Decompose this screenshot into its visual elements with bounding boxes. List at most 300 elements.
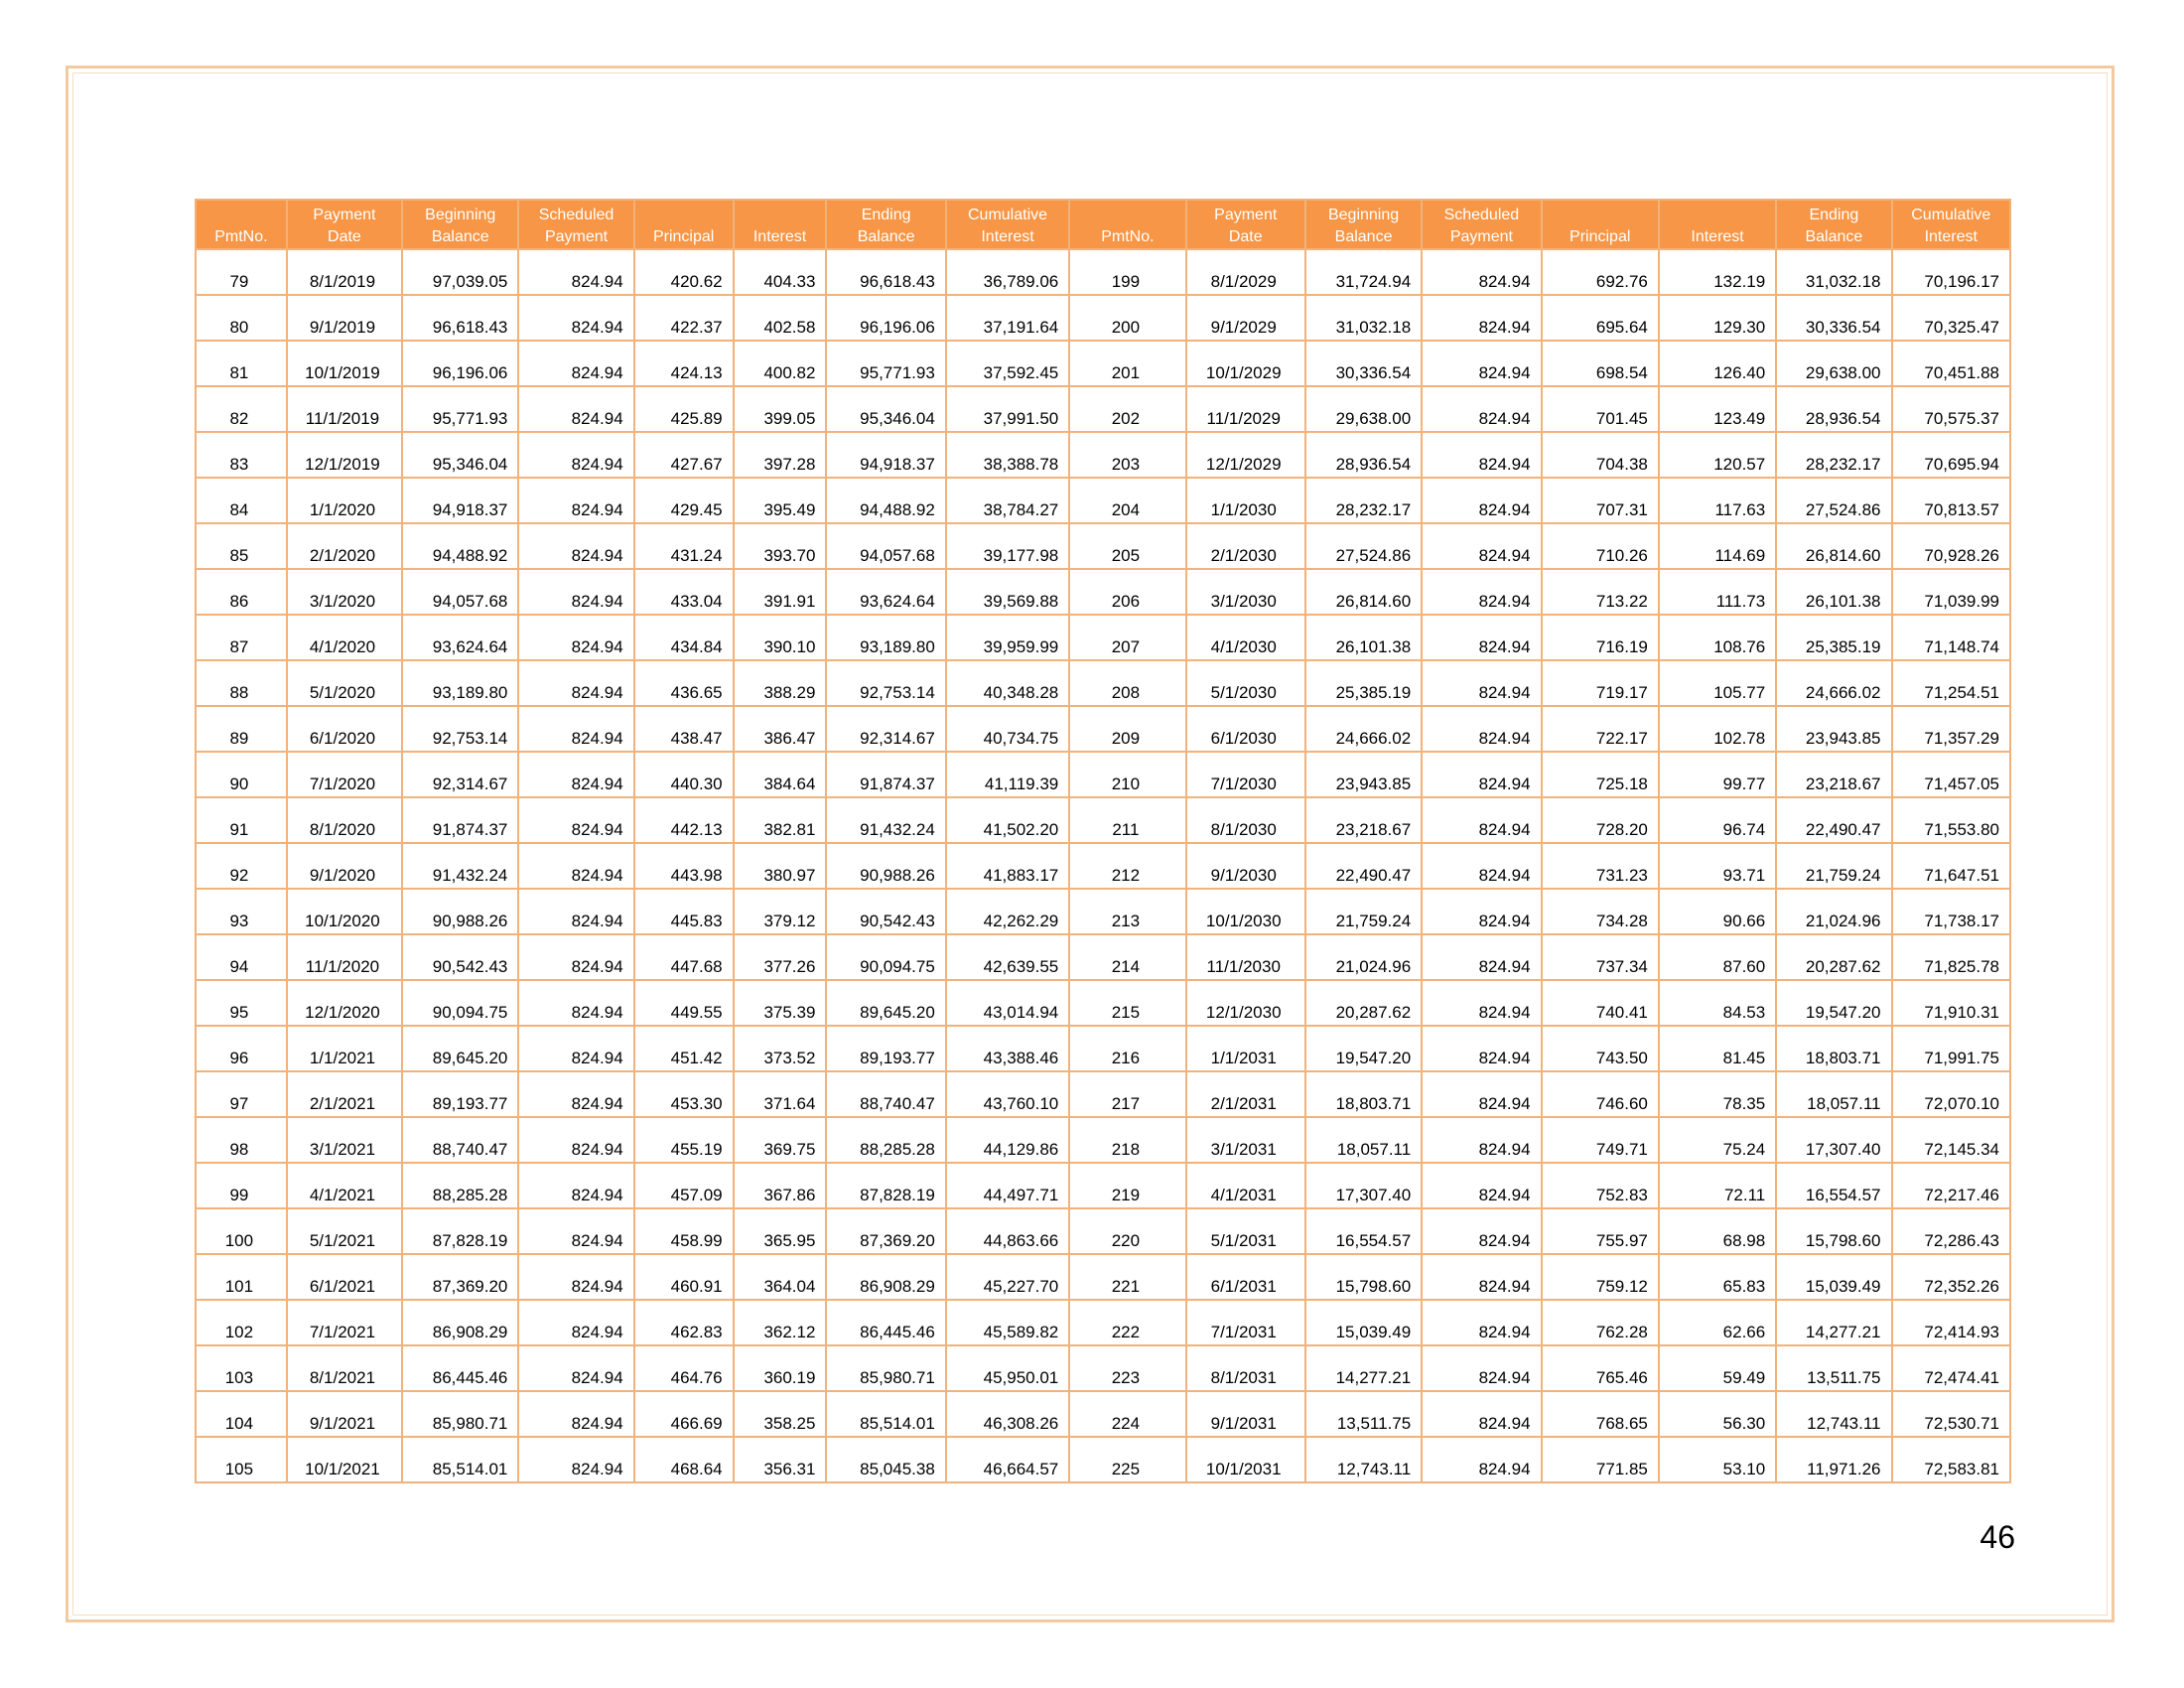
table-cell: 85 bbox=[197, 524, 286, 568]
table-cell: 824.94 bbox=[519, 753, 632, 796]
table-cell: 19,547.20 bbox=[1777, 981, 1890, 1025]
table-cell: 92 bbox=[197, 844, 286, 888]
table-cell: 746.60 bbox=[1543, 1072, 1658, 1116]
table-cell: 5/1/2021 bbox=[288, 1209, 401, 1253]
table-header bbox=[197, 201, 2009, 248]
table-cell: 824.94 bbox=[519, 616, 632, 659]
table-cell: 824.94 bbox=[519, 1118, 632, 1162]
table-cell: 824.94 bbox=[1423, 1118, 1540, 1162]
table-cell: 18,057.11 bbox=[1306, 1118, 1421, 1162]
table-cell: 72,530.71 bbox=[1893, 1392, 2010, 1436]
table-cell: 451.42 bbox=[635, 1027, 733, 1070]
table-cell: 87 bbox=[197, 616, 286, 659]
table-cell: 695.64 bbox=[1543, 296, 1658, 340]
table-cell: 85,514.01 bbox=[403, 1438, 517, 1481]
table-cell: 824.94 bbox=[1423, 387, 1540, 431]
table-cell: 824.94 bbox=[519, 570, 632, 614]
table-cell: 203 bbox=[1070, 433, 1184, 477]
table-cell: 71,553.80 bbox=[1893, 798, 2010, 842]
table-cell: 96 bbox=[197, 1027, 286, 1070]
table-cell: 9/1/2019 bbox=[288, 296, 401, 340]
table-cell: 65.83 bbox=[1660, 1255, 1775, 1299]
table-cell: 824.94 bbox=[1423, 661, 1540, 705]
table-row bbox=[197, 1164, 2009, 1207]
table-cell: 382.81 bbox=[735, 798, 826, 842]
table-cell: 207 bbox=[1070, 616, 1184, 659]
table-cell: 468.64 bbox=[635, 1438, 733, 1481]
table-cell: 404.33 bbox=[735, 250, 826, 294]
table-cell: 90,542.43 bbox=[827, 890, 944, 933]
table-cell: 24,666.02 bbox=[1777, 661, 1890, 705]
column-header: Scheduled Payment bbox=[519, 201, 632, 248]
table-cell: 6/1/2020 bbox=[288, 707, 401, 751]
table-row bbox=[197, 433, 2009, 477]
table-cell: 12/1/2019 bbox=[288, 433, 401, 477]
table-cell: 208 bbox=[1070, 661, 1184, 705]
table-cell: 2/1/2031 bbox=[1187, 1072, 1304, 1116]
table-cell: 373.52 bbox=[735, 1027, 826, 1070]
table-cell: 824.94 bbox=[519, 844, 632, 888]
table-cell: 1/1/2030 bbox=[1187, 479, 1304, 522]
table-cell: 85,514.01 bbox=[827, 1392, 944, 1436]
table-cell: 8/1/2031 bbox=[1187, 1346, 1304, 1390]
table-cell: 86,445.46 bbox=[827, 1301, 944, 1344]
table-cell: 8/1/2030 bbox=[1187, 798, 1304, 842]
table-cell: 87,828.19 bbox=[827, 1164, 944, 1207]
table-cell: 42,639.55 bbox=[947, 935, 1068, 979]
table-cell: 99 bbox=[197, 1164, 286, 1207]
table-cell: 824.94 bbox=[519, 524, 632, 568]
column-header: Payment Date bbox=[1187, 201, 1304, 248]
table-cell: 371.64 bbox=[735, 1072, 826, 1116]
table-cell: 86,908.29 bbox=[827, 1255, 944, 1299]
column-header: Beginning Balance bbox=[1306, 201, 1421, 248]
table-cell: 223 bbox=[1070, 1346, 1184, 1390]
table-cell: 108.76 bbox=[1660, 616, 1775, 659]
table-cell: 90.66 bbox=[1660, 890, 1775, 933]
table-cell: 84 bbox=[197, 479, 286, 522]
table-cell: 824.94 bbox=[519, 1072, 632, 1116]
table-row bbox=[197, 1392, 2009, 1436]
table-cell: 824.94 bbox=[1423, 342, 1540, 385]
table-cell: 420.62 bbox=[635, 250, 733, 294]
table-cell: 8/1/2019 bbox=[288, 250, 401, 294]
table-cell: 100 bbox=[197, 1209, 286, 1253]
table-row bbox=[197, 570, 2009, 614]
table-cell: 386.47 bbox=[735, 707, 826, 751]
table-cell: 737.34 bbox=[1543, 935, 1658, 979]
table-cell: 45,950.01 bbox=[947, 1346, 1068, 1390]
table-cell: 728.20 bbox=[1543, 798, 1658, 842]
amortization-schedule-table bbox=[195, 199, 2011, 1483]
table-cell: 824.94 bbox=[519, 1209, 632, 1253]
table-cell: 95,771.93 bbox=[827, 342, 944, 385]
table-cell: 94 bbox=[197, 935, 286, 979]
table-cell: 70,813.57 bbox=[1893, 479, 2010, 522]
table-cell: 225 bbox=[1070, 1438, 1184, 1481]
table-cell: 95 bbox=[197, 981, 286, 1025]
table-cell: 7/1/2031 bbox=[1187, 1301, 1304, 1344]
table-cell: 38,784.27 bbox=[947, 479, 1068, 522]
table-cell: 16,554.57 bbox=[1306, 1209, 1421, 1253]
table-cell: 434.84 bbox=[635, 616, 733, 659]
table-cell: 431.24 bbox=[635, 524, 733, 568]
table-cell: 129.30 bbox=[1660, 296, 1775, 340]
table-cell: 8/1/2020 bbox=[288, 798, 401, 842]
table-cell: 46,664.57 bbox=[947, 1438, 1068, 1481]
table-cell: 762.28 bbox=[1543, 1301, 1658, 1344]
table-cell: 94,057.68 bbox=[827, 524, 944, 568]
table-cell: 2/1/2021 bbox=[288, 1072, 401, 1116]
table-cell: 824.94 bbox=[1423, 981, 1540, 1025]
table-cell: 72,070.10 bbox=[1893, 1072, 2010, 1116]
table-cell: 95,346.04 bbox=[403, 433, 517, 477]
table-cell: 464.76 bbox=[635, 1346, 733, 1390]
table-cell: 438.47 bbox=[635, 707, 733, 751]
table-cell: 765.46 bbox=[1543, 1346, 1658, 1390]
table-cell: 68.98 bbox=[1660, 1209, 1775, 1253]
table-cell: 222 bbox=[1070, 1301, 1184, 1344]
table-cell: 358.25 bbox=[735, 1392, 826, 1436]
table-cell: 71,148.74 bbox=[1893, 616, 2010, 659]
table-cell: 18,803.71 bbox=[1777, 1027, 1890, 1070]
table-cell: 29,638.00 bbox=[1777, 342, 1890, 385]
table-cell: 90,094.75 bbox=[827, 935, 944, 979]
table-cell: 224 bbox=[1070, 1392, 1184, 1436]
table-cell: 424.13 bbox=[635, 342, 733, 385]
table-cell: 70,451.88 bbox=[1893, 342, 2010, 385]
table-cell: 692.76 bbox=[1543, 250, 1658, 294]
table-cell: 824.94 bbox=[1423, 753, 1540, 796]
table-cell: 88,285.28 bbox=[827, 1118, 944, 1162]
table-cell: 43,388.46 bbox=[947, 1027, 1068, 1070]
table-row bbox=[197, 890, 2009, 933]
table-cell: 88,740.47 bbox=[827, 1072, 944, 1116]
table-cell: 95,346.04 bbox=[827, 387, 944, 431]
table-cell: 3/1/2021 bbox=[288, 1118, 401, 1162]
table-cell: 356.31 bbox=[735, 1438, 826, 1481]
table-row bbox=[197, 479, 2009, 522]
table-cell: 824.94 bbox=[1423, 1027, 1540, 1070]
table-cell: 22,490.47 bbox=[1777, 798, 1890, 842]
table-cell: 81.45 bbox=[1660, 1027, 1775, 1070]
table-cell: 5/1/2020 bbox=[288, 661, 401, 705]
table-cell: 4/1/2021 bbox=[288, 1164, 401, 1207]
table-cell: 10/1/2031 bbox=[1187, 1438, 1304, 1481]
table-cell: 215 bbox=[1070, 981, 1184, 1025]
table-row bbox=[197, 935, 2009, 979]
table-cell: 10/1/2019 bbox=[288, 342, 401, 385]
table-cell: 6/1/2031 bbox=[1187, 1255, 1304, 1299]
table-cell: 126.40 bbox=[1660, 342, 1775, 385]
table-cell: 824.94 bbox=[1423, 1072, 1540, 1116]
table-cell: 1/1/2020 bbox=[288, 479, 401, 522]
table-cell: 701.45 bbox=[1543, 387, 1658, 431]
table-cell: 379.12 bbox=[735, 890, 826, 933]
table-cell: 824.94 bbox=[1423, 1392, 1540, 1436]
table-cell: 824.94 bbox=[519, 1346, 632, 1390]
table-cell: 88,740.47 bbox=[403, 1118, 517, 1162]
table-cell: 824.94 bbox=[519, 1164, 632, 1207]
table-body bbox=[197, 250, 2009, 1481]
column-header: Principal bbox=[635, 201, 733, 248]
table-cell: 369.75 bbox=[735, 1118, 826, 1162]
table-cell: 101 bbox=[197, 1255, 286, 1299]
table-cell: 25,385.19 bbox=[1306, 661, 1421, 705]
table-cell: 89,193.77 bbox=[403, 1072, 517, 1116]
table-cell: 72,474.41 bbox=[1893, 1346, 2010, 1390]
table-cell: 759.12 bbox=[1543, 1255, 1658, 1299]
table-cell: 433.04 bbox=[635, 570, 733, 614]
table-cell: 27,524.86 bbox=[1777, 479, 1890, 522]
table-cell: 93,624.64 bbox=[827, 570, 944, 614]
column-header: Ending Balance bbox=[1777, 201, 1890, 248]
table-cell: 395.49 bbox=[735, 479, 826, 522]
table-cell: 824.94 bbox=[519, 935, 632, 979]
table-cell: 422.37 bbox=[635, 296, 733, 340]
table-cell: 114.69 bbox=[1660, 524, 1775, 568]
table-cell: 83 bbox=[197, 433, 286, 477]
table-cell: 31,724.94 bbox=[1306, 250, 1421, 294]
table-cell: 217 bbox=[1070, 1072, 1184, 1116]
table-cell: 722.17 bbox=[1543, 707, 1658, 751]
table-cell: 824.94 bbox=[519, 342, 632, 385]
table-cell: 94,488.92 bbox=[403, 524, 517, 568]
column-header: PmtNo. bbox=[1070, 201, 1184, 248]
table-cell: 397.28 bbox=[735, 433, 826, 477]
table-cell: 200 bbox=[1070, 296, 1184, 340]
table-cell: 824.94 bbox=[519, 890, 632, 933]
table-cell: 31,032.18 bbox=[1777, 250, 1890, 294]
table-cell: 90,542.43 bbox=[403, 935, 517, 979]
table-row bbox=[197, 707, 2009, 751]
table-cell: 78.35 bbox=[1660, 1072, 1775, 1116]
table-cell: 87,369.20 bbox=[403, 1255, 517, 1299]
table-cell: 104 bbox=[197, 1392, 286, 1436]
table-cell: 4/1/2020 bbox=[288, 616, 401, 659]
table-cell: 99.77 bbox=[1660, 753, 1775, 796]
table-cell: 704.38 bbox=[1543, 433, 1658, 477]
table-cell: 365.95 bbox=[735, 1209, 826, 1253]
table-cell: 436.65 bbox=[635, 661, 733, 705]
table-cell: 102 bbox=[197, 1301, 286, 1344]
table-cell: 206 bbox=[1070, 570, 1184, 614]
table-cell: 824.94 bbox=[1423, 296, 1540, 340]
table-cell: 97,039.05 bbox=[403, 250, 517, 294]
table-cell: 21,024.96 bbox=[1777, 890, 1890, 933]
table-cell: 2/1/2020 bbox=[288, 524, 401, 568]
table-cell: 90,094.75 bbox=[403, 981, 517, 1025]
table-cell: 44,497.71 bbox=[947, 1164, 1068, 1207]
table-cell: 360.19 bbox=[735, 1346, 826, 1390]
table-cell: 390.10 bbox=[735, 616, 826, 659]
column-header: Principal bbox=[1543, 201, 1658, 248]
table-cell: 43,760.10 bbox=[947, 1072, 1068, 1116]
table-cell: 7/1/2030 bbox=[1187, 753, 1304, 796]
table-cell: 72,414.93 bbox=[1893, 1301, 2010, 1344]
table-cell: 716.19 bbox=[1543, 616, 1658, 659]
table-cell: 375.39 bbox=[735, 981, 826, 1025]
table-cell: 824.94 bbox=[1423, 798, 1540, 842]
table-cell: 70,196.17 bbox=[1893, 250, 2010, 294]
table-cell: 70,695.94 bbox=[1893, 433, 2010, 477]
table-cell: 749.71 bbox=[1543, 1118, 1658, 1162]
table-cell: 24,666.02 bbox=[1306, 707, 1421, 751]
table-cell: 39,959.99 bbox=[947, 616, 1068, 659]
table-cell: 219 bbox=[1070, 1164, 1184, 1207]
table-cell: 41,502.20 bbox=[947, 798, 1068, 842]
table-cell: 11/1/2030 bbox=[1187, 935, 1304, 979]
table-cell: 771.85 bbox=[1543, 1438, 1658, 1481]
table-cell: 70,928.26 bbox=[1893, 524, 2010, 568]
table-cell: 27,524.86 bbox=[1306, 524, 1421, 568]
table-cell: 11/1/2020 bbox=[288, 935, 401, 979]
table-cell: 731.23 bbox=[1543, 844, 1658, 888]
table-row bbox=[197, 1209, 2009, 1253]
table-cell: 20,287.62 bbox=[1777, 935, 1890, 979]
table-cell: 72,352.26 bbox=[1893, 1255, 2010, 1299]
table-cell: 37,991.50 bbox=[947, 387, 1068, 431]
table-cell: 59.49 bbox=[1660, 1346, 1775, 1390]
table-cell: 8/1/2021 bbox=[288, 1346, 401, 1390]
table-cell: 824.94 bbox=[1423, 1301, 1540, 1344]
table-cell: 42,262.29 bbox=[947, 890, 1068, 933]
table-row bbox=[197, 1072, 2009, 1116]
table-cell: 45,589.82 bbox=[947, 1301, 1068, 1344]
table-cell: 824.94 bbox=[519, 1255, 632, 1299]
table-cell: 93,189.80 bbox=[827, 616, 944, 659]
table-cell: 26,101.38 bbox=[1777, 570, 1890, 614]
table-cell: 21,024.96 bbox=[1306, 935, 1421, 979]
table-cell: 71,991.75 bbox=[1893, 1027, 2010, 1070]
table-cell: 94,488.92 bbox=[827, 479, 944, 522]
table-cell: 443.98 bbox=[635, 844, 733, 888]
table-cell: 9/1/2021 bbox=[288, 1392, 401, 1436]
table-row bbox=[197, 1255, 2009, 1299]
table-cell: 13,511.75 bbox=[1306, 1392, 1421, 1436]
table-cell: 72.11 bbox=[1660, 1164, 1775, 1207]
table-cell: 11/1/2019 bbox=[288, 387, 401, 431]
table-cell: 10/1/2029 bbox=[1187, 342, 1304, 385]
page-number: 46 bbox=[1979, 1519, 2015, 1555]
table-cell: 824.94 bbox=[1423, 616, 1540, 659]
table-cell: 3/1/2031 bbox=[1187, 1118, 1304, 1162]
table-cell: 13,511.75 bbox=[1777, 1346, 1890, 1390]
table-cell: 425.89 bbox=[635, 387, 733, 431]
table-cell: 72,217.46 bbox=[1893, 1164, 2010, 1207]
table-cell: 824.94 bbox=[519, 798, 632, 842]
table-cell: 458.99 bbox=[635, 1209, 733, 1253]
table-cell: 87,369.20 bbox=[827, 1209, 944, 1253]
table-cell: 442.13 bbox=[635, 798, 733, 842]
table-cell: 362.12 bbox=[735, 1301, 826, 1344]
table-cell: 2/1/2030 bbox=[1187, 524, 1304, 568]
table-cell: 457.09 bbox=[635, 1164, 733, 1207]
table-row bbox=[197, 524, 2009, 568]
table-cell: 824.94 bbox=[519, 479, 632, 522]
table-cell: 429.45 bbox=[635, 479, 733, 522]
table-row bbox=[197, 753, 2009, 796]
table-cell: 103 bbox=[197, 1346, 286, 1390]
table-cell: 740.41 bbox=[1543, 981, 1658, 1025]
table-cell: 30,336.54 bbox=[1306, 342, 1421, 385]
table-cell: 204 bbox=[1070, 479, 1184, 522]
table-cell: 71,457.05 bbox=[1893, 753, 2010, 796]
table-row bbox=[197, 387, 2009, 431]
table-cell: 21,759.24 bbox=[1777, 844, 1890, 888]
table-row bbox=[197, 798, 2009, 842]
table-cell: 28,232.17 bbox=[1306, 479, 1421, 522]
table-cell: 23,218.67 bbox=[1306, 798, 1421, 842]
table-cell: 44,863.66 bbox=[947, 1209, 1068, 1253]
table-cell: 220 bbox=[1070, 1209, 1184, 1253]
table-cell: 92,314.67 bbox=[827, 707, 944, 751]
table-cell: 26,814.60 bbox=[1777, 524, 1890, 568]
table-cell: 26,814.60 bbox=[1306, 570, 1421, 614]
table-cell: 205 bbox=[1070, 524, 1184, 568]
table-cell: 90,988.26 bbox=[403, 890, 517, 933]
table-cell: 89,645.20 bbox=[403, 1027, 517, 1070]
table-cell: 29,638.00 bbox=[1306, 387, 1421, 431]
table-cell: 202 bbox=[1070, 387, 1184, 431]
table-cell: 40,348.28 bbox=[947, 661, 1068, 705]
table-row bbox=[197, 1301, 2009, 1344]
table-cell: 12/1/2020 bbox=[288, 981, 401, 1025]
table-cell: 707.31 bbox=[1543, 479, 1658, 522]
table-cell: 93 bbox=[197, 890, 286, 933]
table-cell: 367.86 bbox=[735, 1164, 826, 1207]
table-cell: 79 bbox=[197, 250, 286, 294]
table-cell: 117.63 bbox=[1660, 479, 1775, 522]
column-header: Beginning Balance bbox=[403, 201, 517, 248]
table-cell: 752.83 bbox=[1543, 1164, 1658, 1207]
table-cell: 72,583.81 bbox=[1893, 1438, 2010, 1481]
table-cell: 98 bbox=[197, 1118, 286, 1162]
table-cell: 210 bbox=[1070, 753, 1184, 796]
table-cell: 111.73 bbox=[1660, 570, 1775, 614]
table-cell: 94,918.37 bbox=[403, 479, 517, 522]
table-cell: 6/1/2021 bbox=[288, 1255, 401, 1299]
table-cell: 7/1/2021 bbox=[288, 1301, 401, 1344]
table-row bbox=[197, 1346, 2009, 1390]
table-cell: 9/1/2030 bbox=[1187, 844, 1304, 888]
table-cell: 21,759.24 bbox=[1306, 890, 1421, 933]
table-cell: 39,569.88 bbox=[947, 570, 1068, 614]
table-cell: 460.91 bbox=[635, 1255, 733, 1299]
table-cell: 824.94 bbox=[519, 1027, 632, 1070]
table-cell: 16,554.57 bbox=[1777, 1164, 1890, 1207]
table-cell: 70,575.37 bbox=[1893, 387, 2010, 431]
table-cell: 88,285.28 bbox=[403, 1164, 517, 1207]
table-cell: 218 bbox=[1070, 1118, 1184, 1162]
table-cell: 22,490.47 bbox=[1306, 844, 1421, 888]
table-cell: 80 bbox=[197, 296, 286, 340]
table-cell: 384.64 bbox=[735, 753, 826, 796]
table-cell: 713.22 bbox=[1543, 570, 1658, 614]
table-cell: 824.94 bbox=[1423, 935, 1540, 979]
table-row bbox=[197, 250, 2009, 294]
table-cell: 43,014.94 bbox=[947, 981, 1068, 1025]
table-row bbox=[197, 1118, 2009, 1162]
table-cell: 824.94 bbox=[519, 1392, 632, 1436]
table-cell: 824.94 bbox=[519, 1301, 632, 1344]
table-cell: 453.30 bbox=[635, 1072, 733, 1116]
table-cell: 86,445.46 bbox=[403, 1346, 517, 1390]
column-header: Payment Date bbox=[288, 201, 401, 248]
table-cell: 824.94 bbox=[519, 661, 632, 705]
table-cell: 37,592.45 bbox=[947, 342, 1068, 385]
table-cell: 725.18 bbox=[1543, 753, 1658, 796]
